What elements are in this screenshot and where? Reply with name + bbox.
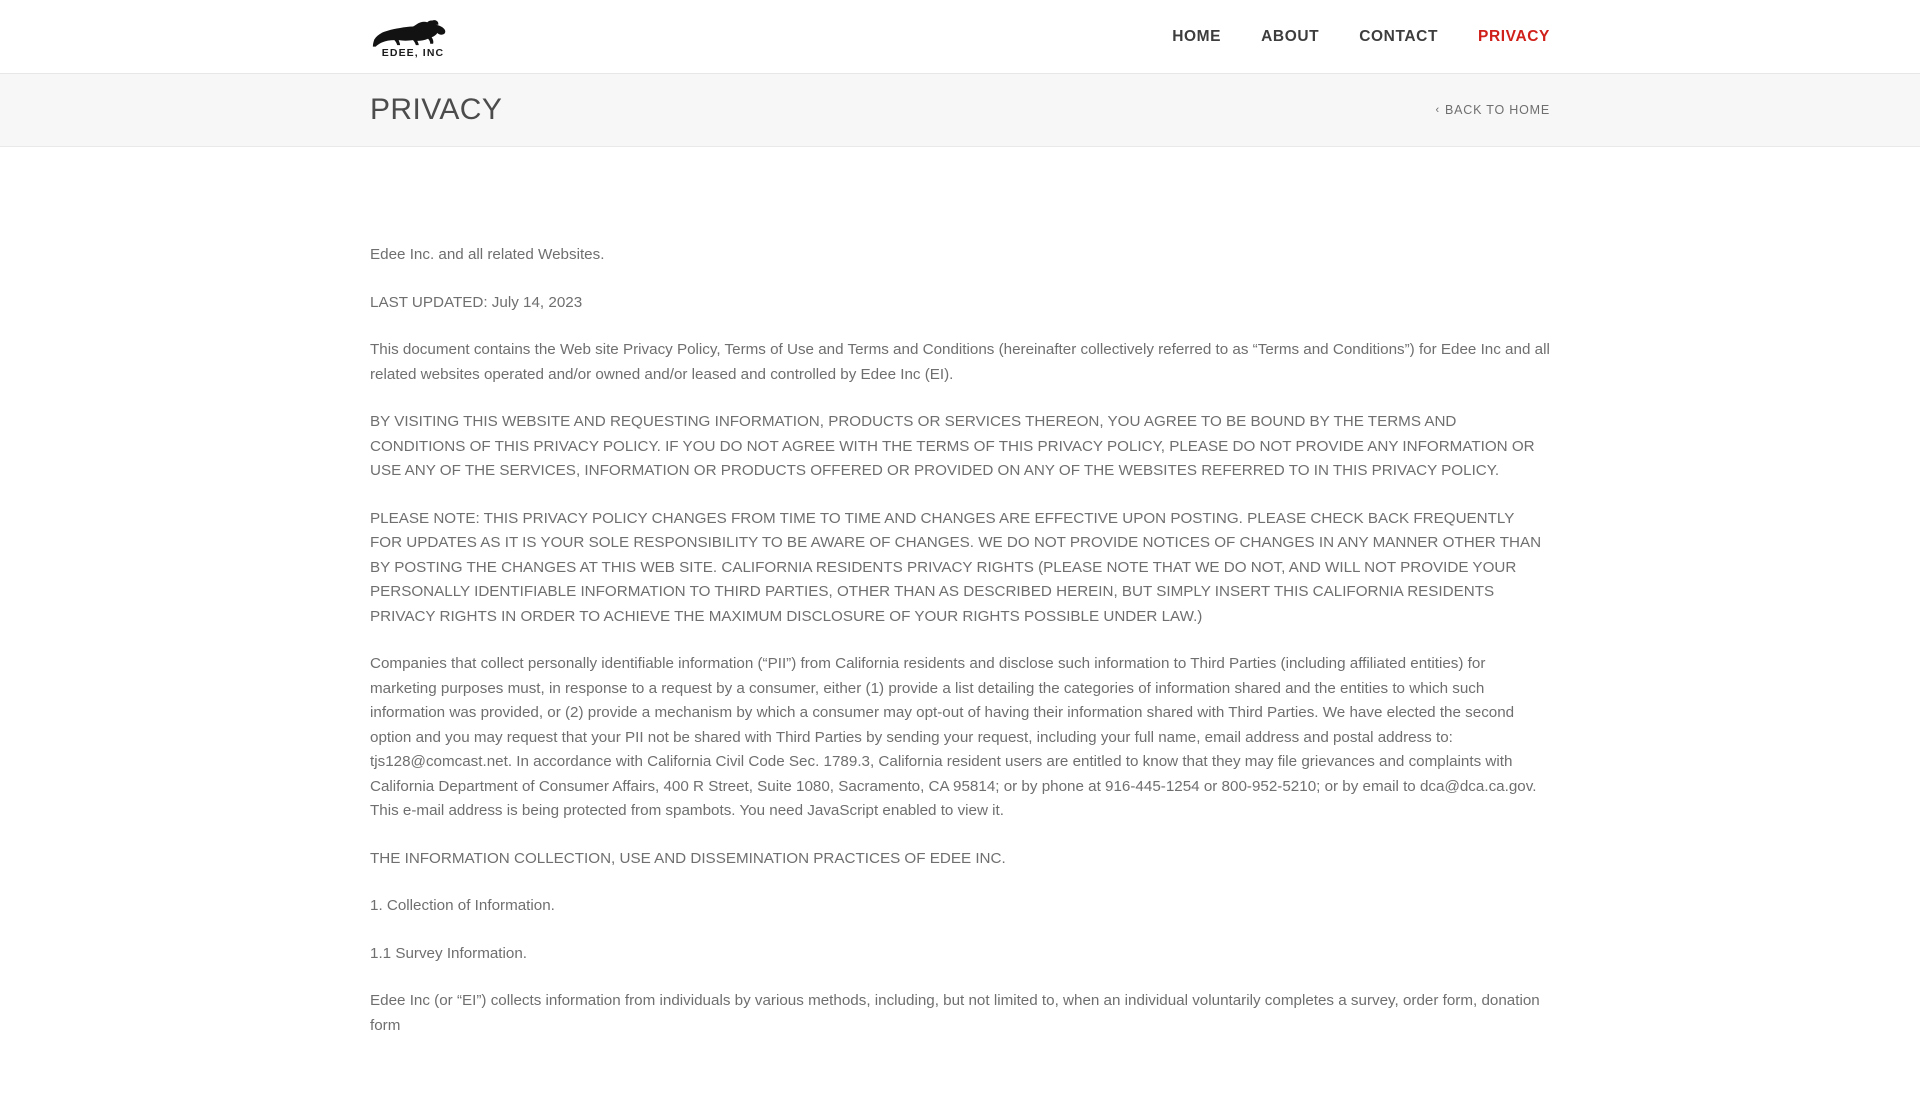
paragraph-survey-info: Edee Inc (or “EI”) collects information from individuals by various methods, including, but not limited to, when an individual voluntarily completes a survey, order form, donation form — [370, 992, 1540, 1034]
paragraph-section-1-1: 1.1 Survey Information. — [370, 944, 528, 962]
paragraph-last-updated: LAST UPDATED: July 14, 2023 — [370, 293, 583, 311]
page-title: PRIVACY — [370, 93, 503, 126]
paragraph-practices-heading: THE INFORMATION COLLECTION, USE AND DISSEMINATION PRACTICES OF EDEE INC. — [370, 849, 1006, 867]
paragraph-please-note: PLEASE NOTE: THIS PRIVACY POLICY CHANGES FROM TIME TO TIME AND CHANGES ARE EFFECTIVE UPON POSTING. PLEASE CHECK BACK FREQUENTLY FOR UPDATES AS IT IS YOUR SOLE RESPONSIBILITY TO BE AWARE OF CHANGES. WE DO NOT PROVIDE NOTICES OF CHANGES IN ANY MANNER OTHER THAN BY POSTING THE CHANGES AT THIS WEB SITE. CALIFORNIA RESIDENTS PRIVACY RIGHTS (PLEASE NOTE THAT WE DO NOT, AND WILL NOT PROVIDE YOUR PERSONALLY IDENTIFIABLE INFORMATION TO THIRD PARTIES, OTHER THAN AS DESCRIBED HEREIN, BUT SIMPLY INSERT THIS CALIFORNIA RESIDENTS PRIVACY RIGHTS IN ORDER TO ACHIEVE THE MAXIMUM DISCLOSURE OF YOUR RIGHTS POSSIBLE UNDER LAW.) — [370, 509, 1542, 625]
nav-item-privacy[interactable]: PRIVACY — [1478, 27, 1550, 45]
paragraph-intro: Edee Inc. and all related Websites. — [370, 246, 605, 263]
page-title-band-inner — [370, 93, 1550, 127]
page-title-band — [0, 74, 1920, 147]
site-header — [0, 0, 1920, 74]
chevron-left-icon: ‹ — [1435, 103, 1440, 116]
paragraph-section-1: 1. Collection of Information. — [370, 897, 555, 914]
back-to-home-link[interactable] — [1436, 103, 1550, 117]
dog-silhouette-logo-icon — [370, 17, 456, 49]
nav-item-contact[interactable]: CONTACT — [1359, 27, 1439, 45]
site-logo[interactable] — [370, 15, 456, 59]
nav-item-home[interactable]: HOME — [1172, 27, 1222, 45]
back-to-home-label: BACK TO HOME — [1445, 103, 1550, 117]
nav-item-about[interactable]: ABOUT — [1261, 27, 1320, 45]
main-nav — [1152, 22, 1550, 52]
paragraph-agreement-notice: BY VISITING THIS WEBSITE AND REQUESTING INFORMATION, PRODUCTS OR SERVICES THEREON, YOU AGREE TO BE BOUND BY THE TERMS AND CONDITIONS OF THIS PRIVACY POLICY. IF YOU DO NOT AGREE WITH THE TERMS OF THIS PRIVACY POLICY, PLEASE DO NOT PROVIDE ANY INFORMATION OR USE ANY OF THE SERVICES, INFORMATION OR PRODUCTS OFFERED OR PROVIDED ON ANY OF THE WEBSITES REFERRED TO IN THIS PRIVACY POLICY. — [370, 413, 1535, 479]
paragraph-california-pii: Companies that collect personally identifiable information (“PII”) from California residents and disclose such information to Third Parties (including affiliated entities) for marketing purposes must, in response to a request by a consumer, either (1) provide a list detailing the categories of information shared and the entities to which such information was provided, or (2) provide a mechanism by which a consumer may opt-out of having their information shared with Third Parties. We have elected the second option and you may request that your PII not be shared with Third Parties by sending your request, including your full name, email address and postal address to: tjs128@comcast.net. In accordance with California Civil Code Sec. 1789.3, California resident users are entitled to know that they may file grievances and complaints with California Department of Consumer Affairs, 400 R Street, Suite 1080, Sacramento, CA 95814; or by phone at 916-445-1254 or 800-952-5210; or by email to dca@dca.ca.gov. This e-mail address is being protected from spambots. You need JavaScript enabled to view it. — [370, 655, 1537, 819]
logo-text: EDEE, INC — [381, 46, 445, 59]
privacy-policy-content — [370, 147, 1550, 1101]
paragraph-document-scope: This document contains the Web site Privacy Policy, Terms of Use and Terms and Conditions (hereinafter collectively referred to as “Terms and Conditions”) for Edee Inc and all related websites operated and/or owned and/or leased and controlled by Edee Inc (EI). — [370, 341, 1550, 383]
header-inner — [370, 0, 1550, 73]
